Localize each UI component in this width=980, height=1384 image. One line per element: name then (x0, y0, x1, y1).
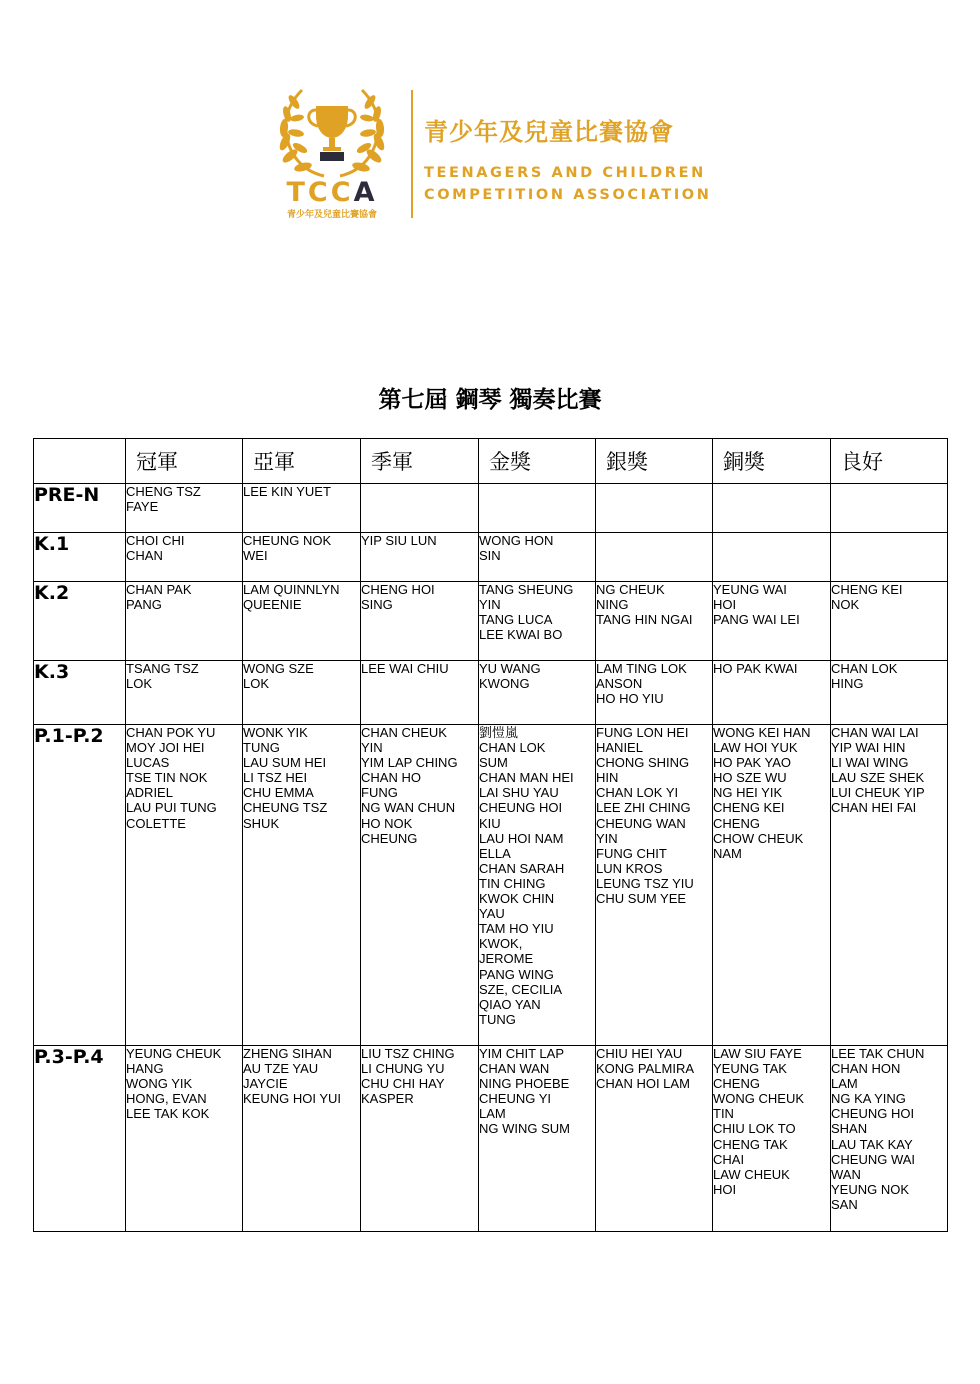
winner-cell-bronze-award (713, 661, 831, 725)
winner-cell-champion (126, 582, 243, 661)
winner-cell-merit (831, 1046, 948, 1232)
winner-cell-first-runner-up (243, 484, 361, 533)
winner-cell-champion (126, 661, 243, 725)
winner-cell-second-runner-up (361, 484, 479, 533)
winner-names: YEUNG WAI HOI PANG WAI LEI (713, 582, 800, 628)
winner-names: YEUNG CHEUK HANG WONG YIK HONG, EVAN LEE TAK KOK (126, 1046, 222, 1122)
winner-names: CHAN CHEUK YIN YIM LAP CHING CHAN HO FUNG NG WAN CHUN HO NOK CHEUNG (361, 725, 458, 846)
header-cell-silver-award: 銀獎 (596, 439, 713, 484)
winner-names: CHENG HOI SING (361, 582, 435, 613)
table-row (34, 582, 948, 661)
winner-names: LAM TING LOK ANSON HO HO YIU (596, 661, 687, 707)
winner-names: NG CHEUK NING TANG HIN NGAI (596, 582, 693, 628)
winner-names: CHEUNG NOK WEI (243, 533, 332, 564)
logo-acronym: TCCA (286, 177, 378, 208)
winner-cell-first-runner-up (243, 661, 361, 725)
winner-names: CHIU HEI YAU KONG PALMIRA CHAN HOI LAM (596, 1046, 695, 1092)
table-row (34, 1046, 948, 1232)
winner-cell-merit (831, 661, 948, 725)
table-row (34, 661, 948, 725)
winner-names: LAW SIU FAYE YEUNG TAK CHENG WONG CHEUK TIN CHIU LOK TO CHENG TAK CHAI LAW CHEUK HOI (713, 1046, 804, 1197)
organization-name-english-line: COMPETITION ASSOCIATION (424, 187, 712, 203)
winner-cell-gold-award (479, 661, 596, 725)
winner-names: HO PAK KWAI (713, 661, 798, 676)
winner-names: YIM CHIT LAP CHAN WAN NING PHOEBE CHEUNG YI LAM NG WING SUM (479, 1046, 570, 1137)
winner-cell-bronze-award (713, 582, 831, 661)
header-cell-gold-award: 金獎 (479, 439, 596, 484)
header-cell-merit: 良好 (831, 439, 948, 484)
winner-cell-second-runner-up (361, 582, 479, 661)
winner-names: LIU TSZ CHING LI CHUNG YU CHU CHI HAY KASPER (361, 1046, 455, 1107)
winner-cell-champion (126, 533, 243, 582)
winner-cell-champion (126, 1046, 243, 1232)
grade-label: P.3-P.4 (34, 1046, 126, 1232)
header-cell-champion: 冠軍 (126, 439, 243, 484)
winner-cell-bronze-award (713, 533, 831, 582)
winner-cell-bronze-award (713, 1046, 831, 1232)
results-table (33, 438, 948, 1232)
organization-name-chinese: 青少年及兒童比賽協會 (424, 118, 674, 146)
winner-names: 劉愷嵐 CHAN LOK SUM CHAN MAN HEI LAI SHU YAU CHEUNG HOI KIU LAU HOI NAM ELLA CHAN SARAH TIN CHING KWOK CHIN YAU TAM HO YIU KWOK, JEROME PANG WING SZE, CECILIA QIAO YAN TUNG (479, 725, 574, 1027)
winner-cell-second-runner-up (361, 661, 479, 725)
organization-name-english (424, 162, 711, 206)
header-cell-bronze-award: 銅獎 (713, 439, 831, 484)
winner-names: CHENG KEI NOK (831, 582, 903, 613)
winner-cell-first-runner-up (243, 1046, 361, 1232)
winner-names: CHOI CHI CHAN (126, 533, 185, 564)
winner-cell-gold-award (479, 533, 596, 582)
logo-acronym-subtitle: 青少年及兒童比賽協會 (286, 210, 377, 220)
winner-names: LEE TAK CHUN CHAN HON LAM NG KA YING CHEUNG HOI SHAN LAU TAK KAY CHEUNG WAI WAN YEUNG NOK SAN (831, 1046, 925, 1212)
table-row (34, 533, 948, 582)
winner-cell-champion (126, 484, 243, 533)
winner-names: WONK YIK TUNG LAU SUM HEI LI TSZ HEI CHU EMMA CHEUNG TSZ SHUK (243, 725, 328, 831)
grade-label: K.1 (34, 533, 126, 582)
winner-names: FUNG LON HEI HANIEL CHONG SHING HIN CHAN LOK YI LEE ZHI CHING CHEUNG WAN YIN FUNG CHIT LUN KROS LEUNG TSZ YIU CHU SUM YEE (596, 725, 694, 907)
logo-divider (411, 90, 413, 218)
competition-title: 第七屆 鋼琴 獨奏比賽 (378, 387, 602, 413)
table-row (34, 484, 948, 533)
winner-cell-silver-award (596, 484, 713, 533)
trophy-laurel-icon (276, 86, 388, 182)
winner-names: YIP SIU LUN (361, 533, 437, 548)
winner-cell-merit (831, 582, 948, 661)
winner-names: YU WANG KWONG (479, 661, 541, 692)
winner-cell-second-runner-up (361, 1046, 479, 1232)
winner-names: WONG SZE LOK (243, 661, 314, 692)
grade-label: K.2 (34, 582, 126, 661)
winner-cell-silver-award (596, 1046, 713, 1232)
winner-names: CHAN WAI LAI YIP WAI HIN LI WAI WING LAU SZE SHEK LUI CHEUK YIP CHAN HEI FAI (831, 725, 925, 816)
winner-cell-silver-award (596, 725, 713, 1046)
winner-cell-gold-award (479, 1046, 596, 1232)
logo-emblem (276, 86, 388, 222)
winner-cell-gold-award (479, 725, 596, 1046)
winner-cell-silver-award (596, 533, 713, 582)
winner-cell-merit (831, 484, 948, 533)
winner-names: TANG SHEUNG YIN TANG LUCA LEE KWAI BO (479, 582, 574, 643)
winner-cell-second-runner-up (361, 725, 479, 1046)
winner-names: CHAN LOK HING (831, 661, 898, 692)
header-cell-grade (34, 439, 126, 484)
winner-cell-first-runner-up (243, 725, 361, 1046)
header-row (34, 439, 948, 484)
winner-cell-first-runner-up (243, 582, 361, 661)
winner-names: CHENG TSZ FAYE (126, 484, 201, 515)
winner-cell-bronze-award (713, 725, 831, 1046)
winner-names: LEE KIN YUET (243, 484, 331, 499)
winner-names: WONG HON SIN (479, 533, 554, 564)
winner-cell-silver-award (596, 661, 713, 725)
winner-names: CHAN PAK PANG (126, 582, 192, 613)
winner-names: TSANG TSZ LOK (126, 661, 199, 692)
header-cell-second-runner-up: 季軍 (361, 439, 479, 484)
winner-cell-gold-award (479, 484, 596, 533)
winner-names: WONG KEI HAN LAW HOI YUK HO PAK YAO HO SZE WU NG HEI YIK CHENG KEI CHENG CHOW CHEUK NAM (713, 725, 811, 861)
winner-cell-silver-award (596, 582, 713, 661)
winner-names: CHAN POK YU MOY JOI HEI LUCAS TSE TIN NOK ADRIEL LAU PUI TUNG COLETTE (126, 725, 217, 831)
winner-names: LEE WAI CHIU (361, 661, 449, 676)
organization-name-english-line: TEENAGERS AND CHILDREN (424, 165, 706, 181)
winner-cell-gold-award (479, 582, 596, 661)
winner-names: ZHENG SIHAN AU TZE YAU JAYCIE KEUNG HOI YUI (243, 1046, 342, 1107)
winner-cell-second-runner-up (361, 533, 479, 582)
winner-cell-bronze-award (713, 484, 831, 533)
grade-label: PRE-N (34, 484, 126, 533)
winner-cell-champion (126, 725, 243, 1046)
winner-cell-merit (831, 533, 948, 582)
header-cell-first-runner-up: 亞軍 (243, 439, 361, 484)
grade-label: K.3 (34, 661, 126, 725)
winner-cell-merit (831, 725, 948, 1046)
winner-cell-first-runner-up (243, 533, 361, 582)
table-row (34, 725, 948, 1046)
grade-label: P.1-P.2 (34, 725, 126, 1046)
tcca-logo (276, 86, 716, 222)
winner-names: LAM QUINNLYN QUEENIE (243, 582, 340, 613)
